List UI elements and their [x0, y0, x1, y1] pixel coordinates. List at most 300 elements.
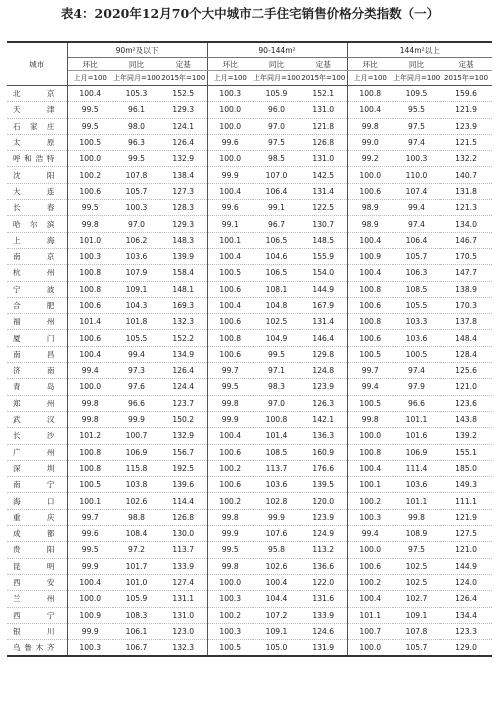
table-row — [7, 607, 492, 623]
city-name-cell — [7, 395, 67, 411]
city-name: 沈阳 — [13, 170, 55, 180]
index-value-cell: 170.3 — [440, 297, 492, 313]
index-value-cell: 160.9 — [300, 444, 347, 460]
index-value-cell: 121.9 — [440, 509, 492, 525]
index-value-cell: 100.8 — [253, 411, 300, 427]
index-value-cell: 100.6 — [207, 281, 253, 297]
index-value-cell: 132.3 — [160, 640, 207, 657]
index-value-cell: 155.9 — [300, 248, 347, 264]
index-value-cell: 100.6 — [67, 183, 113, 199]
city-name-cell — [7, 314, 67, 330]
base-header-prev-month: 上月=100 — [207, 71, 253, 86]
metric-header-base: 定基 — [440, 58, 492, 71]
metric-header-base: 定基 — [300, 58, 347, 71]
index-value-cell: 107.8 — [113, 167, 160, 183]
city-name-cell — [7, 134, 67, 150]
index-value-cell: 131.0 — [300, 102, 347, 118]
index-value-cell: 101.1 — [347, 607, 393, 623]
city-name: 大连 — [13, 186, 55, 196]
index-value-cell: 106.9 — [393, 444, 440, 460]
index-value-cell: 102.5 — [253, 314, 300, 330]
index-value-cell: 99.7 — [207, 363, 253, 379]
index-value-cell: 100.6 — [67, 330, 113, 346]
city-name: 济南 — [13, 366, 55, 376]
table-row — [7, 379, 492, 395]
index-value-cell: 107.2 — [253, 607, 300, 623]
city-name: 贵阳 — [13, 545, 55, 555]
index-value-cell: 100.7 — [347, 623, 393, 639]
metric-header-base: 定基 — [160, 58, 207, 71]
city-name: 广州 — [13, 447, 55, 457]
city-column-header: 城市 — [7, 42, 67, 86]
index-value-cell: 139.9 — [160, 248, 207, 264]
index-value-cell: 99.6 — [207, 134, 253, 150]
index-value-cell: 100.6 — [207, 314, 253, 330]
base-header-2015: 2015年=100 — [440, 71, 492, 86]
index-value-cell: 104.4 — [253, 591, 300, 607]
index-value-cell: 99.4 — [67, 363, 113, 379]
index-value-cell: 100.6 — [207, 477, 253, 493]
index-value-cell: 95.8 — [253, 542, 300, 558]
index-value-cell: 100.5 — [347, 346, 393, 362]
index-value-cell: 99.9 — [207, 167, 253, 183]
index-value-cell: 100.4 — [67, 86, 113, 102]
city-name: 厦门 — [13, 333, 55, 343]
index-value-cell: 108.9 — [393, 526, 440, 542]
city-name: 南昌 — [13, 349, 55, 359]
table-row — [7, 248, 492, 264]
index-value-cell: 99.8 — [67, 411, 113, 427]
index-value-cell: 127.3 — [160, 183, 207, 199]
index-value-cell: 109.5 — [393, 86, 440, 102]
index-value-cell: 100.4 — [347, 232, 393, 248]
index-value-cell: 99.9 — [67, 558, 113, 574]
index-value-cell: 142.5 — [300, 167, 347, 183]
index-value-cell: 126.4 — [160, 363, 207, 379]
index-value-cell: 100.8 — [67, 444, 113, 460]
index-value-cell: 96.7 — [253, 216, 300, 232]
index-value-cell: 102.6 — [113, 493, 160, 509]
index-value-cell: 95.5 — [393, 102, 440, 118]
index-value-cell: 100.4 — [253, 574, 300, 590]
index-value-cell: 100.2 — [207, 607, 253, 623]
index-value-cell: 122.0 — [300, 574, 347, 590]
index-value-cell: 131.6 — [300, 591, 347, 607]
city-name-cell — [7, 574, 67, 590]
table-row — [7, 167, 492, 183]
index-value-cell: 100.8 — [347, 86, 393, 102]
index-value-cell: 109.1 — [113, 281, 160, 297]
index-value-cell: 99.5 — [67, 118, 113, 134]
index-value-cell: 103.6 — [113, 248, 160, 264]
index-value-cell: 99.7 — [347, 363, 393, 379]
city-name-cell — [7, 477, 67, 493]
index-value-cell: 133.9 — [300, 607, 347, 623]
city-name-cell — [7, 183, 67, 199]
index-value-cell: 121.3 — [440, 200, 492, 216]
index-value-cell: 126.3 — [300, 395, 347, 411]
index-value-cell: 185.0 — [440, 460, 492, 476]
table-row — [7, 526, 492, 542]
city-name-cell — [7, 346, 67, 362]
index-value-cell: 96.6 — [393, 395, 440, 411]
index-value-cell: 100.0 — [347, 542, 393, 558]
index-value-cell: 100.8 — [347, 444, 393, 460]
index-value-cell: 99.0 — [347, 134, 393, 150]
index-value-cell: 99.8 — [347, 411, 393, 427]
table-row — [7, 134, 492, 150]
index-value-cell: 100.5 — [207, 640, 253, 657]
index-value-cell: 129.8 — [300, 346, 347, 362]
table-row — [7, 297, 492, 313]
index-value-cell: 100.4 — [207, 248, 253, 264]
index-value-cell: 97.4 — [393, 134, 440, 150]
index-value-cell: 99.6 — [67, 526, 113, 542]
index-value-cell: 100.6 — [347, 558, 393, 574]
city-name: 长春 — [13, 203, 55, 213]
table-row — [7, 460, 492, 476]
index-value-cell: 148.3 — [160, 232, 207, 248]
index-value-cell: 106.1 — [113, 623, 160, 639]
index-value-cell: 97.5 — [253, 134, 300, 150]
index-value-cell: 100.5 — [67, 477, 113, 493]
index-value-cell: 97.4 — [393, 363, 440, 379]
city-name-cell — [7, 118, 67, 134]
index-value-cell: 121.5 — [440, 134, 492, 150]
index-value-cell: 113.7 — [160, 542, 207, 558]
index-value-cell: 100.8 — [67, 281, 113, 297]
index-value-cell: 100.8 — [67, 460, 113, 476]
index-value-cell: 136.3 — [300, 428, 347, 444]
index-value-cell: 99.5 — [113, 151, 160, 167]
city-name: 天津 — [13, 105, 55, 115]
index-value-cell: 107.6 — [253, 526, 300, 542]
index-value-cell: 124.9 — [300, 526, 347, 542]
index-value-cell: 101.8 — [113, 314, 160, 330]
index-value-cell: 100.4 — [347, 460, 393, 476]
index-value-cell: 99.4 — [113, 346, 160, 362]
index-value-cell: 98.0 — [113, 118, 160, 134]
index-value-cell: 143.8 — [440, 411, 492, 427]
city-name-cell — [7, 167, 67, 183]
index-value-cell: 169.3 — [160, 297, 207, 313]
index-value-cell: 129.3 — [160, 216, 207, 232]
index-value-cell: 97.4 — [393, 216, 440, 232]
index-value-cell: 99.4 — [347, 526, 393, 542]
index-value-cell: 97.2 — [113, 542, 160, 558]
index-value-cell: 106.9 — [113, 444, 160, 460]
city-name-cell — [7, 200, 67, 216]
index-value-cell: 107.4 — [393, 183, 440, 199]
index-value-cell: 130.7 — [300, 216, 347, 232]
index-value-cell: 105.7 — [113, 183, 160, 199]
index-value-cell: 100.6 — [67, 297, 113, 313]
index-value-cell: 154.0 — [300, 265, 347, 281]
index-value-cell: 109.1 — [253, 623, 300, 639]
index-value-cell: 99.5 — [67, 542, 113, 558]
index-value-cell: 99.4 — [347, 379, 393, 395]
index-value-cell: 97.1 — [253, 363, 300, 379]
city-name-cell — [7, 297, 67, 313]
index-value-cell: 101.1 — [393, 411, 440, 427]
index-value-cell: 103.6 — [393, 477, 440, 493]
index-value-cell: 99.9 — [253, 509, 300, 525]
index-value-cell: 139.5 — [300, 477, 347, 493]
index-value-cell: 132.3 — [160, 314, 207, 330]
index-value-cell: 100.3 — [113, 200, 160, 216]
city-name: 上海 — [13, 235, 55, 245]
index-value-cell: 99.2 — [347, 151, 393, 167]
index-value-cell: 105.7 — [393, 640, 440, 657]
index-value-cell: 97.6 — [113, 379, 160, 395]
index-value-cell: 132.9 — [160, 428, 207, 444]
table-row — [7, 428, 492, 444]
index-value-cell: 100.4 — [67, 574, 113, 590]
index-value-cell: 158.4 — [160, 265, 207, 281]
index-value-cell: 105.0 — [253, 640, 300, 657]
index-value-cell: 100.3 — [67, 640, 113, 657]
index-value-cell: 138.9 — [440, 281, 492, 297]
city-name-cell — [7, 428, 67, 444]
city-name: 石家庄 — [13, 121, 55, 131]
index-value-cell: 97.5 — [393, 542, 440, 558]
index-value-cell: 100.1 — [207, 232, 253, 248]
city-name: 哈尔滨 — [13, 219, 55, 229]
index-value-cell: 121.0 — [440, 379, 492, 395]
city-name-cell — [7, 330, 67, 346]
index-value-cell: 101.4 — [67, 314, 113, 330]
index-value-cell: 106.5 — [253, 265, 300, 281]
index-value-cell: 106.4 — [393, 232, 440, 248]
table-row — [7, 281, 492, 297]
index-value-cell: 127.4 — [160, 574, 207, 590]
index-value-cell: 99.5 — [253, 346, 300, 362]
index-value-cell: 100.8 — [347, 314, 393, 330]
index-value-cell: 155.1 — [440, 444, 492, 460]
index-value-cell: 99.8 — [393, 509, 440, 525]
index-value-cell: 139.6 — [160, 477, 207, 493]
index-value-cell: 97.0 — [253, 118, 300, 134]
index-value-cell: 148.1 — [160, 281, 207, 297]
metric-header-yoy: 同比 — [393, 58, 440, 71]
index-value-cell: 97.3 — [113, 363, 160, 379]
index-value-cell: 100.5 — [67, 134, 113, 150]
index-value-cell: 100.2 — [207, 460, 253, 476]
index-value-cell: 150.2 — [160, 411, 207, 427]
index-value-cell: 124.0 — [440, 574, 492, 590]
index-value-cell: 100.1 — [67, 493, 113, 509]
index-value-cell: 106.7 — [113, 640, 160, 657]
index-value-cell: 131.8 — [440, 183, 492, 199]
index-value-cell: 108.4 — [113, 526, 160, 542]
table-title: 表4：2020年12月70个大中城市二手住宅销售价格分类指数（一） — [60, 6, 440, 21]
table-row — [7, 558, 492, 574]
index-value-cell: 124.4 — [160, 379, 207, 395]
index-value-cell: 102.5 — [393, 574, 440, 590]
index-value-cell: 101.0 — [67, 232, 113, 248]
city-name-cell — [7, 216, 67, 232]
index-value-cell: 133.9 — [160, 558, 207, 574]
table-row — [7, 200, 492, 216]
index-value-cell: 152.2 — [160, 330, 207, 346]
index-value-cell: 140.7 — [440, 167, 492, 183]
table-row — [7, 216, 492, 232]
index-value-cell: 100.0 — [207, 118, 253, 134]
index-value-cell: 109.1 — [393, 607, 440, 623]
index-value-cell: 134.4 — [440, 607, 492, 623]
index-value-cell: 100.3 — [67, 248, 113, 264]
city-name: 长沙 — [13, 431, 55, 441]
index-value-cell: 100.0 — [347, 640, 393, 657]
index-value-cell: 137.8 — [440, 314, 492, 330]
group-header-medium: 90-144m² — [207, 42, 347, 58]
index-value-cell: 100.4 — [347, 265, 393, 281]
base-header-prev-year: 上年同月=100 — [393, 71, 440, 86]
table-row — [7, 118, 492, 134]
city-name-cell — [7, 542, 67, 558]
index-value-cell: 106.3 — [393, 265, 440, 281]
index-value-cell: 125.6 — [440, 363, 492, 379]
index-value-cell: 98.9 — [347, 200, 393, 216]
table-row — [7, 395, 492, 411]
index-value-cell: 99.5 — [67, 200, 113, 216]
index-value-cell: 100.4 — [207, 428, 253, 444]
city-name-cell — [7, 526, 67, 542]
index-value-cell: 128.4 — [440, 346, 492, 362]
city-name-cell — [7, 265, 67, 281]
table-header — [7, 42, 492, 86]
index-value-cell: 131.1 — [160, 591, 207, 607]
city-name: 北京 — [13, 89, 55, 99]
index-value-cell: 97.0 — [113, 216, 160, 232]
table-row — [7, 314, 492, 330]
index-value-cell: 97.0 — [253, 395, 300, 411]
city-name: 海口 — [13, 496, 55, 506]
index-value-cell: 156.7 — [160, 444, 207, 460]
index-value-cell: 103.8 — [113, 477, 160, 493]
index-value-cell: 103.6 — [253, 477, 300, 493]
group-header-large: 144m²以上 — [347, 42, 492, 58]
index-value-cell: 100.4 — [347, 591, 393, 607]
index-value-cell: 96.6 — [113, 395, 160, 411]
city-name: 银川 — [13, 626, 55, 636]
index-value-cell: 99.8 — [67, 216, 113, 232]
index-value-cell: 105.3 — [113, 86, 160, 102]
index-value-cell: 96.3 — [113, 134, 160, 150]
city-name-cell — [7, 591, 67, 607]
metric-header-mom: 环比 — [347, 58, 393, 71]
index-value-cell: 136.6 — [300, 558, 347, 574]
index-value-cell: 101.0 — [113, 574, 160, 590]
table-row — [7, 86, 492, 102]
index-value-cell: 134.0 — [440, 216, 492, 232]
index-value-cell: 100.0 — [347, 428, 393, 444]
index-value-cell: 100.4 — [207, 183, 253, 199]
index-value-cell: 100.3 — [207, 86, 253, 102]
index-value-cell: 98.5 — [253, 151, 300, 167]
index-value-cell: 134.9 — [160, 346, 207, 362]
index-value-cell: 126.8 — [160, 509, 207, 525]
index-value-cell: 97.5 — [393, 118, 440, 134]
table-row — [7, 623, 492, 639]
city-name: 昆明 — [13, 561, 55, 571]
index-value-cell: 123.7 — [160, 395, 207, 411]
index-value-cell: 192.5 — [160, 460, 207, 476]
base-header-2015: 2015年=100 — [300, 71, 347, 86]
index-value-cell: 100.5 — [347, 395, 393, 411]
index-value-cell: 108.5 — [393, 281, 440, 297]
index-value-cell: 120.0 — [300, 493, 347, 509]
index-value-cell: 100.9 — [347, 248, 393, 264]
city-name: 呼和浩特 — [13, 154, 55, 164]
table-body — [7, 86, 492, 657]
index-value-cell: 98.8 — [113, 509, 160, 525]
city-name: 成都 — [13, 529, 55, 539]
index-value-cell: 126.4 — [160, 134, 207, 150]
index-value-cell: 100.0 — [207, 102, 253, 118]
index-value-cell: 100.2 — [207, 493, 253, 509]
index-value-cell: 131.0 — [300, 151, 347, 167]
index-value-cell: 129.3 — [160, 102, 207, 118]
index-value-cell: 104.9 — [253, 330, 300, 346]
index-value-cell: 100.0 — [207, 574, 253, 590]
city-name-cell — [7, 509, 67, 525]
base-header-prev-year: 上年同月=100 — [253, 71, 300, 86]
index-value-cell: 113.2 — [300, 542, 347, 558]
city-name-cell — [7, 640, 67, 657]
index-value-cell: 100.5 — [393, 346, 440, 362]
table-row — [7, 151, 492, 167]
price-index-table — [7, 41, 492, 657]
city-name-cell — [7, 363, 67, 379]
index-value-cell: 105.5 — [113, 330, 160, 346]
index-value-cell: 100.8 — [347, 281, 393, 297]
index-value-cell: 99.4 — [393, 200, 440, 216]
index-value-cell: 126.4 — [440, 591, 492, 607]
index-value-cell: 114.4 — [160, 493, 207, 509]
index-value-cell: 108.5 — [253, 444, 300, 460]
city-name-cell — [7, 444, 67, 460]
index-value-cell: 130.0 — [160, 526, 207, 542]
table-row — [7, 363, 492, 379]
index-value-cell: 149.3 — [440, 477, 492, 493]
index-value-cell: 123.9 — [300, 509, 347, 525]
index-value-cell: 103.3 — [393, 314, 440, 330]
city-name-cell — [7, 248, 67, 264]
index-value-cell: 111.1 — [440, 493, 492, 509]
city-name: 深圳 — [13, 463, 55, 473]
metric-header-mom: 环比 — [67, 58, 113, 71]
index-value-cell: 100.2 — [347, 574, 393, 590]
index-value-cell: 170.5 — [440, 248, 492, 264]
index-value-cell: 113.7 — [253, 460, 300, 476]
index-value-cell: 132.2 — [440, 151, 492, 167]
index-value-cell: 131.4 — [300, 183, 347, 199]
index-value-cell: 123.0 — [160, 623, 207, 639]
table-row — [7, 591, 492, 607]
index-value-cell: 152.1 — [300, 86, 347, 102]
index-value-cell: 100.0 — [207, 151, 253, 167]
index-value-cell: 131.4 — [300, 314, 347, 330]
index-value-cell: 131.0 — [160, 607, 207, 623]
index-value-cell: 99.8 — [207, 509, 253, 525]
index-value-cell: 121.9 — [440, 102, 492, 118]
city-name: 兰州 — [13, 594, 55, 604]
index-value-cell: 100.1 — [347, 477, 393, 493]
index-value-cell: 96.0 — [253, 102, 300, 118]
index-value-cell: 123.9 — [300, 379, 347, 395]
city-name-cell — [7, 411, 67, 427]
